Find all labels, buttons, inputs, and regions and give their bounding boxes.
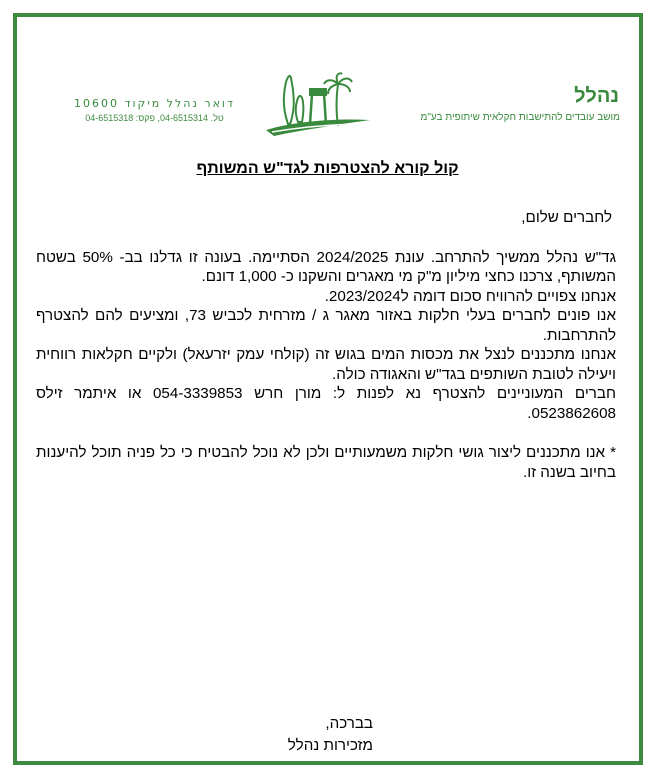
signature: מזכירות נהלל [287,737,373,754]
postal-address: דואר נהלל מיקוד 10600 [74,97,235,110]
phone-fax: טל. 04-6515314, פקס: 04-6515318 [85,113,224,123]
closing: בברכה, [325,715,373,732]
paragraph-water-plan: אנחנו מתכננים לנצל את מכסות המים בגוש זה (קולחי עמק יזרעאל) ולקיים חקלאות רווחית ויעילה לטובת השותפים בגד"ש והאגודה כולה. [36,346,616,383]
org-name: נהלל [574,85,619,107]
logo-ground [266,119,370,136]
greeting: לחברים שלום, [521,209,612,226]
org-subtitle: מושב עובדים להתישבות חקלאית שיתופית בע"מ [420,112,620,123]
paragraph-invite: אנו פונים לחברים בעלי חלקות באזור מאגר ג / מזרחית לכביש 73, ומציעים להם להצטרף להתרחבות. [36,307,616,344]
logo-tree-tall [284,76,294,124]
letter-title: קול קורא להצטרפות לגד"ש המשותף [196,160,459,177]
logo-tree-small [296,96,304,122]
paragraph-expansion: גד"ש נהלל ממשיך להתרחב. עונת 2024/2025 הסתיימה. בעונה זו גדלנו בב- 50% בשטח המשותף, צרכנו כחצי מיליון מ"ק מי מאגרים והשקנו כ- 1,000 דונם. [36,248,617,285]
logo-tower [310,94,326,124]
nahalal-logo [262,72,374,138]
note: * אנו מתכננים ליצור גושי חלקות משמעותיים ולכן לא נוכל להבטיח כי כל פניה תוכל להיענות בחיוב בשנה זו. [36,444,616,481]
paragraph-profit: אנחנו צפויים להרוויח סכום דומה ל2023/2024. [324,287,616,305]
signature-block [0,713,373,757]
letter-body [36,208,616,482]
paragraph-contacts: חברים המעוניינים להצטרף נא לפנות ל: מורן חרש 054-3339853 או איתמר זילס 0523862608. [36,385,616,422]
